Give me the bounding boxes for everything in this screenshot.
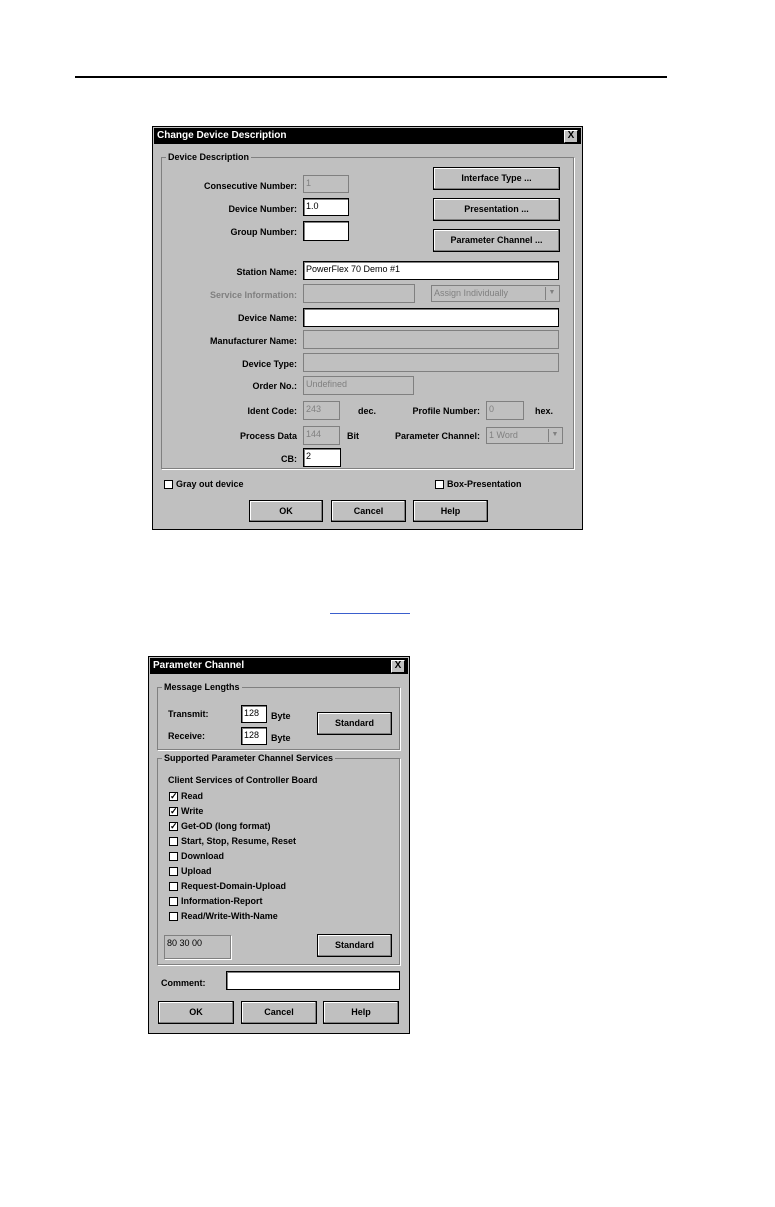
- transmit-unit: Byte: [271, 711, 291, 721]
- comment-label: Comment:: [161, 978, 206, 988]
- presentation-button[interactable]: Presentation ...: [433, 198, 560, 221]
- close-icon[interactable]: X: [564, 130, 578, 143]
- service-label: Upload: [181, 866, 212, 876]
- device-number-label: Device Number:: [228, 204, 297, 214]
- receive-field[interactable]: 128: [241, 727, 267, 745]
- parameter-channel-label: Parameter Channel:: [394, 431, 480, 441]
- process-data-field: 144: [303, 426, 340, 445]
- change-device-description-dialog: [152, 126, 583, 530]
- assign-select-value: Assign Individually: [434, 288, 509, 298]
- hyperlink-underline[interactable]: [330, 613, 410, 614]
- gray-out-device-label: Gray out device: [176, 479, 244, 489]
- close-icon[interactable]: X: [391, 660, 405, 673]
- dialog-title-bar: [154, 128, 581, 144]
- process-data-unit: Bit: [347, 431, 359, 441]
- service-label: Download: [181, 851, 224, 861]
- group-number-field[interactable]: [303, 221, 349, 241]
- ok-button[interactable]: OK: [249, 500, 323, 522]
- ok-button[interactable]: OK: [158, 1001, 234, 1024]
- device-name-field[interactable]: [303, 308, 559, 327]
- comment-field[interactable]: [226, 971, 400, 990]
- service-checkbox[interactable]: ✓: [170, 806, 178, 816]
- service-checkbox[interactable]: [169, 882, 178, 891]
- service-checkbox[interactable]: [169, 867, 178, 876]
- service-label: Request-Domain-Upload: [181, 881, 287, 891]
- transmit-label: Transmit:: [168, 709, 209, 719]
- cancel-button[interactable]: Cancel: [331, 500, 406, 522]
- device-number-field[interactable]: 1.0: [303, 198, 349, 216]
- box-presentation-label: Box-Presentation: [447, 479, 522, 489]
- order-no-field: Undefined: [303, 376, 414, 395]
- cb-label: CB:: [281, 454, 297, 464]
- group-title: Message Lengths: [164, 682, 240, 692]
- service-label: Read/Write-With-Name: [181, 911, 278, 921]
- service-label: Read: [181, 791, 204, 801]
- receive-label: Receive:: [168, 731, 206, 741]
- cb-field[interactable]: 2: [303, 448, 341, 467]
- dialog-title: Change Device Description: [157, 130, 287, 141]
- parameter-channel-button[interactable]: Parameter Channel ...: [433, 229, 560, 252]
- parameter-channel-dialog: [148, 656, 410, 1034]
- consecutive-number-field: 1: [303, 175, 349, 193]
- group-title: Supported Parameter Channel Services: [164, 753, 334, 763]
- dialog-title: Parameter Channel: [153, 660, 245, 671]
- service-checkbox[interactable]: ✓: [170, 821, 178, 831]
- station-name-label: Station Name:: [236, 267, 297, 277]
- ident-code-label: Ident Code:: [247, 406, 297, 416]
- service-checkbox[interactable]: ✓: [170, 791, 178, 801]
- receive-unit: Byte: [271, 733, 291, 743]
- parameter-channel-value: 1 Word: [489, 430, 518, 440]
- ident-code-unit: dec.: [358, 406, 377, 416]
- ident-code-field: 243: [303, 401, 340, 420]
- chevron-down-icon: ▼: [548, 429, 561, 442]
- gray-out-device-checkbox[interactable]: [164, 480, 173, 489]
- order-no-label: Order No.:: [252, 381, 297, 391]
- device-type-field: [303, 353, 559, 372]
- profile-number-label: Profile Number:: [412, 406, 480, 416]
- station-name-field[interactable]: PowerFlex 70 Demo #1: [303, 261, 559, 280]
- profile-number-field: 0: [486, 401, 524, 420]
- service-label: Write: [181, 806, 204, 816]
- page-header-rule: [75, 76, 667, 78]
- box-presentation-checkbox[interactable]: [435, 480, 444, 489]
- standard-services-button[interactable]: Standard: [317, 934, 392, 957]
- service-checkbox[interactable]: [169, 897, 178, 906]
- group-title: Device Description: [168, 152, 250, 162]
- service-label: Get-OD (long format): [181, 821, 271, 831]
- manufacturer-name-field: [303, 330, 559, 349]
- dialog-title-bar: [150, 658, 408, 674]
- transmit-field[interactable]: 128: [241, 705, 267, 723]
- services-hex-display: 80 30 00: [164, 935, 231, 959]
- service-label: Start, Stop, Resume, Reset: [181, 836, 297, 846]
- service-checkbox[interactable]: [169, 852, 178, 861]
- service-information-label: Service Information:: [209, 290, 297, 300]
- help-button[interactable]: Help: [323, 1001, 399, 1024]
- consecutive-number-label: Consecutive Number:: [203, 181, 297, 191]
- parameter-channel-select[interactable]: [486, 427, 563, 444]
- service-label: Information-Report: [181, 896, 263, 906]
- client-services-heading: Client Services of Controller Board: [168, 775, 318, 785]
- device-type-label: Device Type:: [242, 359, 297, 369]
- profile-number-unit: hex.: [535, 406, 554, 416]
- interface-type-button[interactable]: Interface Type ...: [433, 167, 560, 190]
- cancel-button[interactable]: Cancel: [241, 1001, 317, 1024]
- device-name-label: Device Name:: [237, 313, 297, 323]
- assign-individually-select: [431, 285, 560, 302]
- service-information-field: [303, 284, 415, 303]
- help-button[interactable]: Help: [413, 500, 488, 522]
- manufacturer-name-label: Manufacturer Name:: [209, 336, 297, 346]
- process-data-label: Process Data: [239, 431, 297, 441]
- standard-length-button[interactable]: Standard: [317, 712, 392, 735]
- service-checkbox[interactable]: [169, 837, 178, 846]
- group-number-label: Group Number:: [230, 227, 297, 237]
- chevron-down-icon: ▼: [545, 287, 558, 300]
- service-checkbox[interactable]: [169, 912, 178, 921]
